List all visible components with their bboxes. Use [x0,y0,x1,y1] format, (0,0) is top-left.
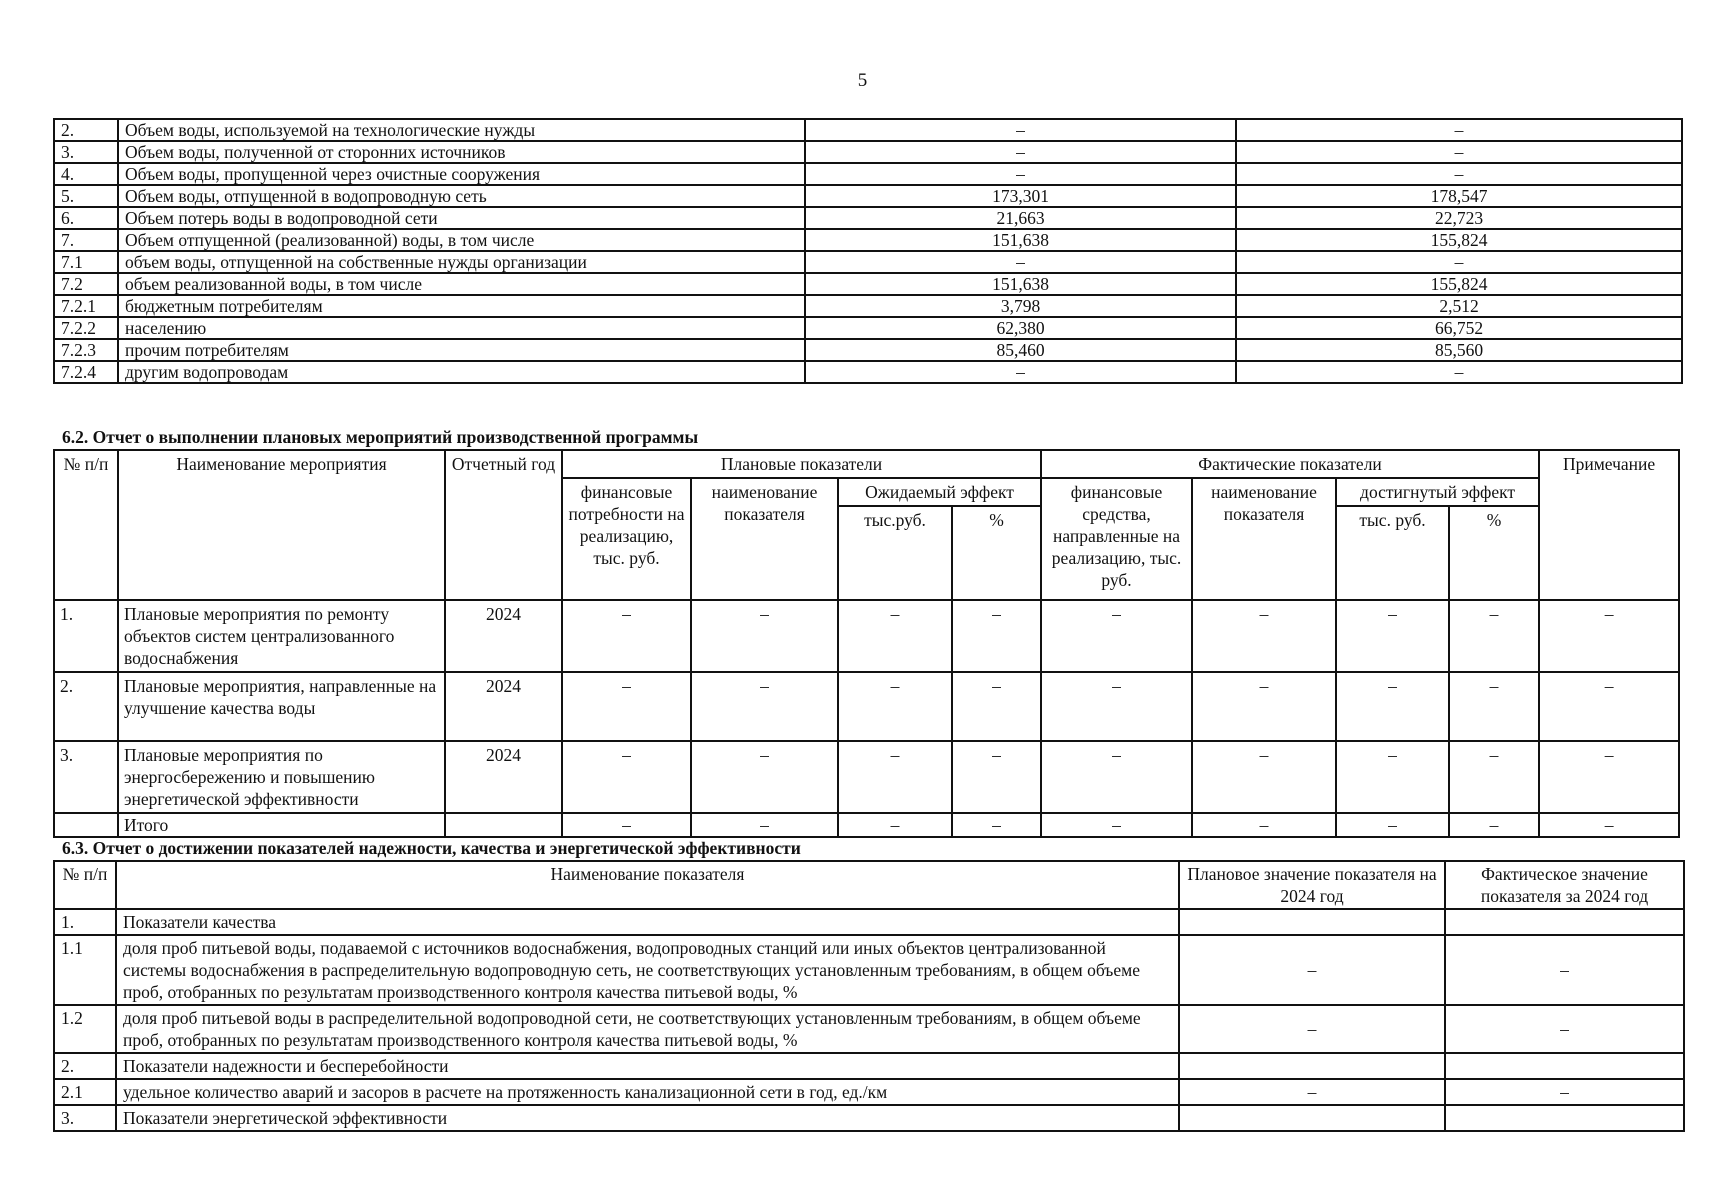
header-plan-indicator: наименование показателя [691,478,838,600]
dash-cell: – [1449,672,1539,741]
row-name: прочим потребителям [118,339,805,361]
fact-value [1445,1105,1684,1131]
total-cell: – [952,813,1041,837]
row-number: 2. [54,672,118,741]
dash-cell: – [691,741,838,813]
row-name: объем воды, отпущенной на собственные нужды организации [118,251,805,273]
row-number: 7.2.4 [54,361,118,383]
plan-value [1179,909,1445,935]
dash-cell: – [1449,600,1539,672]
indicators-table [53,860,1685,1132]
dash-cell: – [1192,600,1336,672]
total-cell: – [1192,813,1336,837]
table-row [54,141,1682,163]
fact-value: 22,723 [1236,207,1682,229]
total-cell: – [562,813,691,837]
indicator-name: Показатели надежности и бесперебойности [116,1053,1179,1079]
dash-cell: – [691,672,838,741]
row-number: 7.2.1 [54,295,118,317]
row-name: населению [118,317,805,339]
total-num [54,813,118,837]
header-indicator-name: Наименование показателя [116,861,1179,909]
row-number: 3. [54,741,118,813]
page-number: 5 [857,70,868,91]
row-name: Объем воды, полученной от сторонних источников [118,141,805,163]
table-row [54,295,1682,317]
row-name: Объем потерь воды в водопроводной сети [118,207,805,229]
table-row [54,1005,1684,1053]
table-row [54,207,1682,229]
dash-cell: – [952,672,1041,741]
fact-value: – [1236,119,1682,141]
row-number: 1. [54,909,116,935]
row-number: 1.2 [54,1005,116,1053]
dash-cell: – [1336,600,1449,672]
dash-cell: – [1539,600,1679,672]
fact-value: – [1236,141,1682,163]
header-plan-value: Плановое значение показателя на 2024 год [1179,861,1445,909]
table-row [54,185,1682,207]
fact-value: – [1236,163,1682,185]
table-row [54,317,1682,339]
measure-name: Плановые мероприятия по энергосбережению и повышению энергетической эффективности [118,741,445,813]
dash-cell: – [838,741,952,813]
fact-value: – [1445,935,1684,1005]
row-number: 2. [54,1053,116,1079]
header-plan-effect: Ожидаемый эффект [838,478,1041,506]
table-row [54,339,1682,361]
dash-cell: – [1041,741,1192,813]
row-number: 7. [54,229,118,251]
header-fact-effect-rub: тыс. руб. [1336,506,1449,600]
dash-cell: – [691,600,838,672]
header-fact-group: Фактические показатели [1041,450,1539,478]
table-row [54,741,1679,813]
fact-value: 66,752 [1236,317,1682,339]
row-number: 7.2.3 [54,339,118,361]
fact-value: 155,824 [1236,229,1682,251]
plan-value: – [805,361,1236,383]
plan-value: – [1179,1005,1445,1053]
row-name: объем реализованной воды, в том числе [118,273,805,295]
dash-cell: – [1449,741,1539,813]
report-year: 2024 [445,600,562,672]
plan-value: 62,380 [805,317,1236,339]
measure-name: Плановые мероприятия по ремонту объектов систем централизованного водоснабжения [118,600,445,672]
row-number: 4. [54,163,118,185]
indicator-name: удельное количество аварий и засоров в расчете на протяженность канализационной сети в год, ед./км [116,1079,1179,1105]
row-name: бюджетным потребителям [118,295,805,317]
indicator-name: Показатели энергетической эффективности [116,1105,1179,1131]
header-num: № п/п [54,450,118,600]
row-number: 2.1 [54,1079,116,1105]
plan-value: 151,638 [805,229,1236,251]
header-plan-fin: финансовые потребности на реализацию, тыс. руб. [562,478,691,600]
plan-value: 173,301 [805,185,1236,207]
dash-cell: – [562,600,691,672]
table-row [54,1079,1684,1105]
header-report-year: Отчетный год [445,450,562,600]
header-measure-name: Наименование мероприятия [118,450,445,600]
dash-cell: – [1539,741,1679,813]
header-fact-effect-pct: % [1449,506,1539,600]
total-cell: – [691,813,838,837]
total-year [445,813,562,837]
indicator-name: доля проб питьевой воды в распределительной водопроводной сети, не соответствующих установленным требованиям, в общем объеме проб, отобранных по результатам производственного контроля качества питьевой воды, % [116,1005,1179,1053]
fact-value: – [1236,361,1682,383]
indicator-name: Показатели качества [116,909,1179,935]
measure-name: Плановые мероприятия, направленные на улучшение качества воды [118,672,445,741]
total-label: Итого [118,813,445,837]
row-number: 5. [54,185,118,207]
table-row [54,1053,1684,1079]
table-row [54,229,1682,251]
header-plan-effect-pct: % [952,506,1041,600]
header-plan-group: Плановые показатели [562,450,1041,478]
row-name: Объем воды, используемой на технологические нужды [118,119,805,141]
table-row [54,273,1682,295]
table-row [54,361,1682,383]
dash-cell: – [1041,600,1192,672]
fact-value: 2,512 [1236,295,1682,317]
row-number: 1.1 [54,935,116,1005]
section-6-3-title: 6.3. Отчет о достижении показателей надежности, качества и энергетической эффективности [62,838,801,858]
dash-cell: – [1336,741,1449,813]
row-name: Объем отпущенной (реализованной) воды, в том числе [118,229,805,251]
dash-cell: – [838,600,952,672]
plan-value: 3,798 [805,295,1236,317]
fact-value: 85,560 [1236,339,1682,361]
row-number: 6. [54,207,118,229]
plan-value: – [1179,1079,1445,1105]
row-number: 7.1 [54,251,118,273]
row-name: Объем воды, отпущенной в водопроводную сеть [118,185,805,207]
plan-value: – [805,141,1236,163]
dash-cell: – [562,672,691,741]
plan-value: – [1179,935,1445,1005]
plan-value [1179,1105,1445,1131]
fact-value [1445,1053,1684,1079]
total-cell: – [1539,813,1679,837]
fact-value: 178,547 [1236,185,1682,207]
row-number: 7.2 [54,273,118,295]
header-num: № п/п [54,861,116,909]
total-cell: – [838,813,952,837]
table-row [54,935,1684,1005]
header-fact-fin: финансовые средства, направленные на реализацию, тыс. руб. [1041,478,1192,600]
table-row [54,119,1682,141]
dash-cell: – [1192,741,1336,813]
planned-measures-table [53,449,1680,838]
header-fact-indicator: наименование показателя [1192,478,1336,600]
dash-cell: – [1192,672,1336,741]
section-6-2-title: 6.2. Отчет о выполнении плановых мероприятий производственной программы [62,427,699,447]
total-cell: – [1449,813,1539,837]
report-year: 2024 [445,672,562,741]
indicator-name: доля проб питьевой воды, подаваемой с источников водоснабжения, водопроводных станций или иных объектов централизованной системы водоснабжения в распределительную водопроводную сеть, не соответствующих установленным требованиям, в общем объеме проб, отобранных по результатам производственного контроля качества питьевой воды, % [116,935,1179,1005]
plan-value: – [805,119,1236,141]
dash-cell: – [1539,672,1679,741]
header-fact-effect: достигнутый эффект [1336,478,1539,506]
table-row [54,672,1679,741]
total-cell: – [1336,813,1449,837]
dash-cell: – [1041,672,1192,741]
header-fact-value: Фактическое значение показателя за 2024 год [1445,861,1684,909]
fact-value: 155,824 [1236,273,1682,295]
plan-value: 21,663 [805,207,1236,229]
report-year: 2024 [445,741,562,813]
fact-value: – [1236,251,1682,273]
table-row [54,251,1682,273]
dash-cell: – [952,600,1041,672]
row-name: другим водопроводам [118,361,805,383]
dash-cell: – [1336,672,1449,741]
dash-cell: – [562,741,691,813]
table-row [54,1105,1684,1131]
header-plan-effect-rub: тыс.руб. [838,506,952,600]
dash-cell: – [952,741,1041,813]
fact-value [1445,909,1684,935]
row-number: 3. [54,1105,116,1131]
table-row [54,600,1679,672]
row-number: 2. [54,119,118,141]
table-row [54,909,1684,935]
row-number: 7.2.2 [54,317,118,339]
row-number: 3. [54,141,118,163]
plan-value: 151,638 [805,273,1236,295]
plan-value: – [805,163,1236,185]
row-number: 1. [54,600,118,672]
header-note: Примечание [1539,450,1679,600]
plan-value: 85,460 [805,339,1236,361]
plan-value: – [805,251,1236,273]
row-name: Объем воды, пропущенной через очистные сооружения [118,163,805,185]
dash-cell: – [838,672,952,741]
table-row [54,163,1682,185]
fact-value: – [1445,1005,1684,1053]
plan-value [1179,1053,1445,1079]
fact-value: – [1445,1079,1684,1105]
total-cell: – [1041,813,1192,837]
water-volumes-table [53,118,1683,384]
